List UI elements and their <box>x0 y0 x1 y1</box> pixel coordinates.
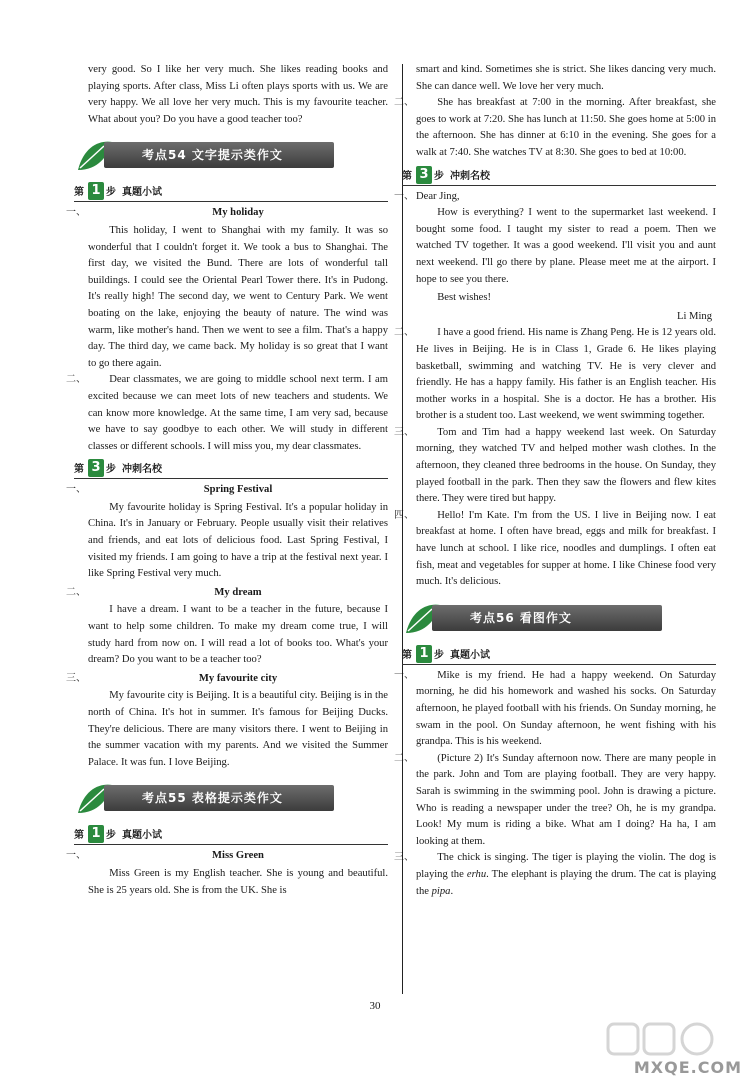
left-column <box>66 62 388 899</box>
essay-body: Mike is my friend. He had a happy weekend. On Saturday morning, he did his homework and washed his socks. On Saturday afternoon, he played football with his friends. On Sunday morning, he swam in the pool. On Sunday afternoon, he went fishing with his grandpa. This is his weekend. <box>416 669 716 748</box>
essay-item: 一、 Mike is my friend. He had a happy weekend. On Saturday morning, he did his homework and washed his socks. On Saturday afternoon, he played football with his friends. On Sunday morning, he swam in the pool. On Sunday afternoon, he went fishing with his grandpa. This is his weekend. <box>416 668 716 751</box>
intro-paragraph: very good. So I like her very much. She likes reading books and playing sports. After class, Miss Li often plays sports with us. We are very happy. We all love her very much. This is my favourite teacher. What about you? Do you have a good teacher too? <box>88 64 388 125</box>
step-header: 第 3 步 冲刺名校 <box>74 459 388 479</box>
watermark-text: MXQE.COM <box>633 1058 742 1077</box>
step-header: 第 3 步 冲刺名校 <box>402 166 716 186</box>
step-number-badge: 1 <box>416 645 432 663</box>
essay-body: Tom and Tim had a happy weekend last week. On Saturday morning, they watched TV and helped mother wash clothes. In the afternoon, they cleaned three bedrooms in the house. On Sunday, they played football in the park. Then they saw the flowers and flew kites there. They were tired but happy. <box>416 426 716 505</box>
step-name: 冲刺名校 <box>450 170 490 182</box>
essay-item: 一、 My holiday This holiday, I went to Shanghai with my family. It was so wonderful that I couldn't forget it. We took a bus to Shanghai. The first day, we visited the Bund. There are lots of wonderful tall buildings. I could see the Oriental Pearl Tower there. It's in Pudong. It's really high! The second day, we went to Century Park. We went boating on the lake, enjoying the beauty of nature. The wind was warm, like mother's hand. Then we went to see a film. That's a happy day. The third day, we came back. My holiday is so great that I want to go there again. <box>88 205 388 372</box>
step-number-badge: 3 <box>88 459 104 477</box>
essay-item: 三、 Tom and Tim had a happy weekend last week. On Saturday morning, they watched TV and helped mother wash clothes. In the afternoon, they cleaned three bedrooms in the house. On Sunday, they played football in the park. Then they saw the flowers and flew kites there. They were tired but happy. <box>416 425 716 508</box>
step-number-badge: 1 <box>88 182 104 200</box>
step-name: 冲刺名校 <box>122 464 162 476</box>
step-header: 第 1 步 真题小试 <box>74 182 388 202</box>
essay-item: 二、 (Picture 2) It's Sunday afternoon now. There are many people in the park. John and Tom are playing football. They are very happy. Sarah is swimming in the swimming pool. John is drawing a picture. Who is reading a newspaper under the tree? Oh, he is my grandpa. Look! My mum is riding a bike. What am I doing? Ha ha, I am looking at them. <box>416 751 716 851</box>
banner-title: 考点56 看图作文 <box>432 605 662 631</box>
essay-title: Miss Green <box>212 850 264 862</box>
essay-body: This holiday, I went to Shanghai with my family. It was so wonderful that I couldn't forget it. We took a bus to Shanghai. The first day, we visited the Bund. There are lots of wonderful tall buildings. I could see the Oriental Pearl Tower there. It's in Pudong. It's really high! The second day, we went to Century Park. We went boating on the lake, enjoying the beauty of nature. The wind was warm, like mother's hand. Then we went to see a film. That's a happy day. The third day, we came back. My holiday is so great that I want to go there again. <box>88 224 388 369</box>
essay-body: My favourite city is Beijing. It is a beautiful city. Beijing is in the north of China. It's hot in summer. It's famous for Beijing Ducks. They're delicious. There are many visitors there. I went to Beijing in the summer vacation with my parents. And we visited the Summer Palace. It was fun. I love Beijing. <box>88 690 388 768</box>
letter-greeting: Dear Jing, <box>416 190 460 202</box>
essay-item: 一、 Spring Festival My favourite holiday is Spring Festival. It's a popular holiday in China. It's in January or February. People usually visit their relatives and friends, and eat lots of delicious food. Last Spring Festival, I visited my friends. I am going to have a trip at the festival next year. I like Spring Festival very much. <box>88 482 388 583</box>
letter-signature: Li Ming <box>676 310 712 322</box>
essay-item: 四、 Hello! I'm Kate. I'm from the US. I live in Beijing now. I eat breakfast at home. I often have bread, eggs and milk for breakfast. I have lunch at school. I like rice, noodles and dumplings. I often eat fish, meat and vegetables for supper at home. I like Chinese food very much. It's delicious. <box>416 508 716 591</box>
step-name: 真题小试 <box>450 649 490 661</box>
essay-title: My holiday <box>212 207 264 219</box>
section-banner-54 <box>74 134 388 178</box>
section-banner-55 <box>74 777 388 821</box>
essay-body: I have a good friend. His name is Zhang Peng. He is 12 years old. He lives in Beijing. He is in Class 1, Grade 6. He likes playing basketball, swimming and watching TV. He is very clever and friendly. He has a happy family. His father is an English teacher. His mother works in a hospital. She is a doctor. He has a brother. His brother is a student too. Last weekend, we went swimming together. <box>416 327 716 422</box>
step-header: 第 1 步 真题小试 <box>402 645 716 665</box>
step-name: 真题小试 <box>122 187 162 199</box>
continued-paragraph: smart and kind. Sometimes she is strict. She likes dancing very much. She can dance well. We love her very much. <box>416 64 716 92</box>
essay-title: My favourite city <box>198 672 278 684</box>
essay-item: 二、 She has breakfast at 7:00 in the morning. After breakfast, she goes to work at 7:20. She has lunch at 11:50. She goes home at 5:00 in the afternoon. She has dinner at 6:10 in the evening. She goes for a walk at 7:40. She watches TV at 8:30. She goes to bed at 10:00. <box>416 95 716 161</box>
section-banner-56 <box>402 597 716 641</box>
step-number-badge: 3 <box>416 166 432 184</box>
essay-body: (Picture 2) It's Sunday afternoon now. There are many people in the park. John and Tom are playing football. They are very happy. Sarah is swimming in the swimming pool. John is drawing a picture. Who is reading a newspaper under the tree? Oh, he is my grandpa. Look! My mum is riding a bike. What am I doing? Ha ha, I am looking at them. <box>416 752 716 847</box>
right-column <box>394 62 717 900</box>
banner-title: 考点55 表格提示类作文 <box>104 785 334 811</box>
page-number: 30 <box>369 1000 381 1012</box>
letter-item: 一、 Dear Jing, How is everything? I went to the supermarket last weekend. I bought some food. I taught my sister to read a poem. Then we watched TV together. It was a good weekend. I'll visit you and aunt next weekend. I'll go there by plane. Please meet me at the airport. I hope to see you there. Best wishes! Li Ming <box>416 189 716 326</box>
essay-title: Spring Festival <box>203 484 273 496</box>
essay-body: The chick is singing. The tiger is playing the violin. The dog is playing the erhu. The elephant is playing the drum. The cat is playing the pipa. <box>416 852 717 897</box>
essay-item: 一、 Miss Green Miss Green is my English teacher. She is young and beautiful. She is 25 years old. She is from the UK. She is <box>88 848 388 899</box>
step-header: 第 1 步 真题小试 <box>74 825 388 845</box>
essay-item: 二、 Dear classmates, we are going to middle school next term. I am excited because we can meet lots of new teachers and students. We can know more knowledge. At the same time, I am very sad, because we have to say goodbye to each other. We will study in different classes or different schools. I will miss you, my dear classmates. <box>88 372 388 455</box>
essay-title: My dream <box>214 586 262 598</box>
essay-item: 三、 My favourite city My favourite city is Beijing. It is a beautiful city. Beijing is in the north of China. It's hot in summer. It's famous for Beijing Ducks. They're delicious. There are many visitors there. I went to Beijing in the summer vacation with my parents. And we visited the Summer Palace. It was fun. I love Beijing. <box>88 671 388 772</box>
letter-body: How is everything? I went to the supermarket last weekend. I bought some food. I taught my sister to read a poem. Then we watched TV together. It was a good weekend. I'll visit you and aunt next weekend. I'll go there by plane. Please meet me at the airport. I hope to see you there. <box>416 207 716 285</box>
letter-closing: Best wishes! <box>437 292 492 304</box>
essay-body: Dear classmates, we are going to middle school next term. I am excited because we can meet lots of new teachers and students. We can know more knowledge. At the same time, I am very sad, because we have to say goodbye to each other. We will study in different classes or different schools. I will miss you, my dear classmates. <box>88 374 388 452</box>
essay-body: I have a dream. I want to be a teacher in the future, because I want to help some children. To make my dream come true, I will study hard from now on. I will read a lot of books too. What's your dream? Do you want to be a teacher too? <box>88 604 388 666</box>
essay-item: 三、 The chick is singing. The tiger is playing the violin. The dog is playing the erhu. The elephant is playing the drum. The cat is playing the pipa. <box>416 850 716 900</box>
essay-body: Hello! I'm Kate. I'm from the US. I live in Beijing now. I eat breakfast at home. I often have bread, eggs and milk for breakfast. I have lunch at school. I like rice, noodles and dumplings. I often eat fish, meat and vegetables for supper at home. I like Chinese food very much. It's delicious. <box>416 509 716 588</box>
banner-title: 考点54 文字提示类作文 <box>104 142 334 168</box>
essay-item: 二、 I have a good friend. His name is Zhang Peng. He is 12 years old. He lives in Beijing. He is in Class 1, Grade 6. He likes playing basketball, swimming and watching TV. He is very clever and friendly. He has a happy family. His father is an English teacher. His mother works in a hospital. She is a doctor. He has a brother. His brother is a student too. Last weekend, we went swimming together. <box>416 325 716 425</box>
step-number-badge: 1 <box>88 825 104 843</box>
essay-item: 二、 My dream I have a dream. I want to be a teacher in the future, because I want to help some children. To make my dream come true, I will study hard from now on. I will read a lot of books too. What's your dream? Do you want to be a teacher too? <box>88 585 388 669</box>
essay-body: Miss Green is my English teacher. She is young and beautiful. She is 25 years old. She is from the UK. She is <box>88 867 388 896</box>
step-name: 真题小试 <box>122 830 162 842</box>
essay-body: She has breakfast at 7:00 in the morning. After breakfast, she goes to work at 7:20. She has lunch at 11:50. She goes home at 5:00 in the afternoon. She has dinner at 6:10 in the evening. She goes for a walk at 7:40. She watches TV at 8:30. She goes to bed at 10:00. <box>416 97 716 158</box>
essay-body: My favourite holiday is Spring Festival. It's a popular holiday in China. It's in January or February. People usually visit their relatives and friends, and eat lots of delicious food. Last Spring Festival, I visited my friends. I am going to have a trip at the festival next year. I like Spring Festival very much. <box>88 501 388 580</box>
